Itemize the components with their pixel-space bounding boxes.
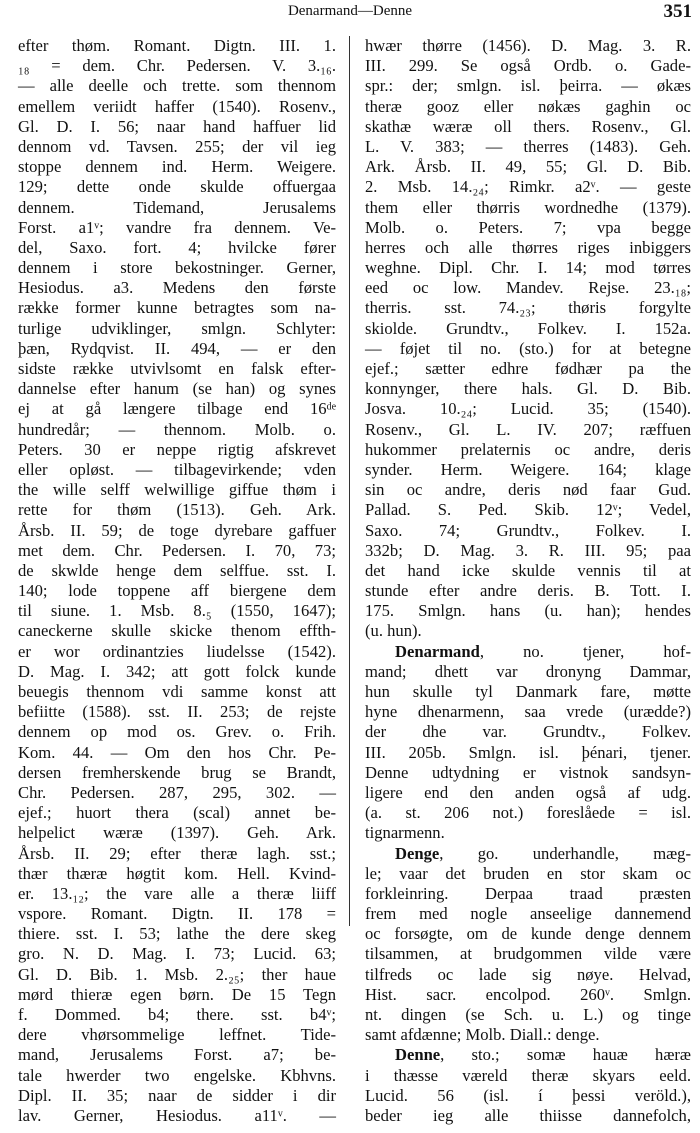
line-text: forkleinring. Derpaa traad præsten [365, 883, 691, 903]
text-line [365, 803, 691, 823]
text-line: mørd thieræ egen børn. De 15 Tegn [18, 984, 336, 1004]
text-line: befiitte (1588). sst. II. 253; de rejste [18, 702, 336, 722]
line-text: skiolde. Grundtv., Folkev. I. 152a. [365, 318, 691, 338]
text-line [365, 541, 691, 561]
text-line [365, 238, 691, 258]
text-line: hundredår; — thennom. Molb. o. [18, 419, 336, 439]
line-text: Saxo. 74; Grundtv., Folkev. I. [365, 520, 691, 540]
text-line: stoppe dennem ind. Herm. Weigere. [18, 157, 336, 177]
text-line: ej at gå længere tilbage end 16ᵈᵉ [18, 399, 336, 419]
text-line [365, 480, 691, 500]
text-line: de skwlde henge dem selffue. sst. I. [18, 560, 336, 580]
text-line [365, 965, 691, 985]
text-line [365, 924, 691, 944]
line-text: — føjet til no. (sto.) for at betegne [365, 338, 691, 358]
line-text: , sto.; somæ hauæ hæræ [440, 1045, 691, 1065]
text-line [365, 722, 691, 742]
line-text: nt. dingen (se Sch. u. L.) og tinge [365, 1005, 691, 1024]
text-line [365, 97, 691, 117]
line-text: der dhe var. Grundtv., Folkev. [365, 722, 691, 742]
text-line: række former kunne betragtes som na- [18, 298, 336, 318]
text-line [365, 420, 691, 440]
text-line [365, 581, 691, 601]
line-text: 175. Smlgn. hans (u. han); hendes [365, 601, 691, 621]
line-text: Molb. o. Peters. 7; vpa begge [365, 217, 691, 237]
text-line: Dipl. II. 35; naar de sidder i dir [18, 1085, 336, 1105]
line-text: Lucid. 56 (isl. í þessi veröld.), [365, 1085, 691, 1105]
line-text: hun skulle tyl Danmark fare, møtte [365, 682, 691, 701]
line-text: tilfreds oc lade sig nøye. Helvad, [365, 964, 691, 984]
text-line: dennom vd. Tavsen. 255; der vil ieg [18, 136, 336, 156]
text-line [365, 944, 691, 964]
line-text: beder ieg alle thiisse dannefolch, [365, 1105, 691, 1125]
text-line: dere vhørsommelige leffnet. Tide- [18, 1025, 336, 1045]
text-line: Forst. a1ᵛ; vandre fra dennem. Ve- [18, 217, 336, 237]
line-text: frem med nogle anseelige dannemend [365, 904, 691, 924]
headword: Denarmand [395, 641, 480, 661]
text-line [365, 399, 691, 419]
text-line: beuegis thennom vdi samme konst att [18, 682, 336, 701]
text-line: helpelict wæræ (1397). Geh. Ark. [18, 823, 336, 843]
entry-start-line [365, 642, 691, 662]
text-line [365, 601, 691, 621]
text-line [365, 379, 691, 399]
text-line [365, 76, 691, 96]
text-line [365, 682, 691, 702]
right-column [365, 36, 691, 1126]
text-line [365, 56, 691, 76]
text-line: Kom. 44. — Om den hos Chr. Pe- [18, 742, 336, 762]
text-line [365, 440, 691, 460]
running-head: Denarmand—Denne [287, 3, 413, 19]
text-line [365, 198, 691, 218]
text-line: caneckerne skulle skicke thenom effth- [18, 621, 336, 641]
text-line [365, 36, 691, 56]
text-line [365, 561, 691, 581]
line-text: III. 299. Se også Ordb. o. Gade- [365, 56, 691, 76]
text-line: gro. N. D. Mag. I. 73; Lucid. 63; [18, 944, 336, 964]
line-text: synder. Herm. Weigere. 164; klage [365, 459, 691, 479]
entry-start-line [365, 844, 691, 864]
line-text: weghne. Dipl. Chr. I. 14; mod tørres [365, 258, 691, 278]
line-text: hyne dhenarmenn, saa vrede (urædde?) [365, 702, 691, 722]
line-text: Denne udtydning er vistnok sandsyn- [365, 762, 691, 782]
line-text: Pallad. S. Ped. Skib. 12ᵛ; Vedel, [365, 500, 691, 520]
line-text: Josva. 10.₂₄; Lucid. 35; (1540). [365, 399, 691, 419]
text-line: del, Saxo. fort. 4; hvilcke fører [18, 237, 336, 257]
text-line: dersen fremherskende brug se Brandt, [18, 762, 336, 782]
text-line [365, 763, 691, 783]
text-line: emellem veriidt haffer (1540). Rosenv., [18, 96, 336, 116]
text-line [365, 1025, 691, 1045]
line-text: det hand icke skulde vennis til at [365, 560, 691, 580]
text-line: rette for thøm (1513). Geh. Ark. [18, 500, 336, 520]
line-text: skathæ wæræ oll thers. Rosenv., Gl. [365, 116, 691, 136]
text-line [365, 521, 691, 541]
text-line: 140; lode toppene aff biergene dem [18, 581, 336, 601]
line-text: L. V. 383; — therres (1483). Geh. [365, 136, 691, 156]
line-text: konnynger, there hals. Gl. D. Bib. [365, 379, 691, 399]
text-line: er. 13.₁₂; the vare alle a theræ liiff [18, 883, 336, 903]
text-line: efter thøm. Romant. Digtn. III. 1. [18, 36, 336, 55]
text-line: dennem i store bekostninger. Gerner, [18, 258, 336, 278]
text-line: Årsb. II. 29; efter theræ lagh. sst.; [18, 843, 336, 863]
text-line [365, 258, 691, 278]
text-line: lav. Gerner, Hesiodus. a11ᵛ. — [18, 1105, 336, 1125]
text-line [365, 278, 691, 298]
line-text: herres och alle thørres riges inbiggers [365, 237, 691, 257]
line-text: tignarmenn. [365, 823, 445, 843]
text-line [365, 117, 691, 137]
text-line [365, 823, 691, 843]
headword: Denge [395, 843, 440, 863]
text-line [365, 137, 691, 157]
text-line: Peters. 30 er neppe rigtig afskrevet [18, 439, 336, 459]
line-text: III. 205b. Smlgn. isl. þénari, tjener. [365, 742, 691, 762]
text-line [365, 662, 691, 682]
text-line [365, 157, 691, 177]
text-line: Gl. D. I. 56; naar hand haffuer lid [18, 116, 336, 136]
text-line: dannelse efter hanum (se han) og synes [18, 379, 336, 399]
text-line: tale hwerder two engelske. Kbhvns. [18, 1065, 336, 1085]
page-number: 351 [663, 1, 692, 22]
line-text: (a. st. 206 not.) foreslåede = isl. [365, 803, 691, 823]
text-line: eller opløst. — tilbagevirkende; vden [18, 459, 336, 479]
text-line [365, 1005, 691, 1025]
line-text: ligere end den anden også af udg. [365, 782, 691, 802]
text-line: D. Mag. I. 342; att gott folck kunde [18, 661, 336, 681]
text-line [365, 177, 691, 197]
text-line: 129; dette onde skulde offuergaa [18, 177, 336, 197]
line-text: hwær thørre (1456). D. Mag. 3. R. [365, 36, 691, 55]
text-line: dennem op mod os. Grev. o. Frih. [18, 722, 336, 742]
text-line: vspore. Romant. Digtn. II. 178 = [18, 904, 336, 924]
line-text: 2. Msb. 14.₂₄; Rimkr. a2ᵛ. — geste [365, 177, 691, 197]
text-line: Gl. D. Bib. 1. Msb. 2.₂₅; ther haue [18, 964, 336, 984]
text-line: Hesiodus. a3. Medens den første [18, 278, 336, 298]
text-line: met dem. Chr. Pedersen. I. 70, 73; [18, 540, 336, 560]
text-line [365, 621, 691, 641]
line-text: Hist. sacr. encolpod. 260ᵛ. Smlgn. [365, 984, 691, 1004]
line-text: oc forsøgte, om de kunde denge dennem [365, 924, 691, 944]
text-line [365, 339, 691, 359]
text-line: til siune. 1. Msb. 8.₅ (1550, 1647); [18, 601, 336, 621]
text-line: mand, Jerusalems Forst. a7; be- [18, 1045, 336, 1065]
line-text: them eller thørris wordnedhe (1379). [365, 197, 691, 217]
text-line: thær thæræ høgtit kom. Hell. Kvind- [18, 863, 336, 883]
left-column [18, 36, 336, 1126]
text-line [365, 884, 691, 904]
line-text: le; vaar det bruden en stor skam oc [365, 863, 691, 883]
line-text: tilsammen, at brudgommen vilde være [365, 944, 691, 964]
line-text: sin oc andre, deris nød faar Gud. [365, 480, 691, 500]
text-line: ejef.; huort thera (scal) annet be- [18, 803, 336, 823]
column-rule [349, 36, 350, 926]
text-line [365, 1106, 691, 1126]
text-line [365, 359, 691, 379]
text-line: turlige udviklinger, smlgn. Schlyter: [18, 318, 336, 338]
line-text: mand; dhett var dronyng Dammar, [365, 661, 691, 681]
line-text: Rosenv., Gl. L. IV. 207; ræffuen [365, 419, 691, 439]
line-text: theræ gooz eller nøkæs gaghin oc [365, 96, 691, 116]
text-line: er wor ordinantzies liudelsse (1542). [18, 641, 336, 661]
line-text: Ark. Årsb. II. 49, 55; Gl. D. Bib. [365, 157, 691, 177]
line-text: ejef.; sætter edhre fødhær pa the [365, 359, 691, 378]
headword: Denne [395, 1045, 441, 1065]
text-line: thiere. sst. I. 53; lathe the dere skeg [18, 924, 336, 944]
text-line [365, 985, 691, 1005]
line-text: stunde efter andre deris. B. Tott. I. [365, 581, 691, 601]
text-line [365, 743, 691, 763]
text-line [365, 864, 691, 884]
text-line: the wille selff welwillige giffue thøm i [18, 480, 336, 500]
text-line: — alle deelle och trette. som thennom [18, 76, 336, 96]
text-line [365, 904, 691, 924]
text-line: Årsb. II. 59; de toge dyrebare gaffuer [18, 520, 336, 540]
text-line: þæn, Rydqvist. II. 494, — er den [18, 338, 336, 358]
text-line: ₁₈ = dem. Chr. Pedersen. V. 3.₁₆. [18, 56, 336, 76]
line-text: i thæsse væreld theræ skyars eeld. [365, 1065, 691, 1085]
line-text: 332b; D. Mag. 3. R. III. 95; paa [365, 540, 691, 560]
line-text: samt afdænne; Molb. Diall.: denge. [365, 1025, 600, 1045]
line-text: hukommer prelaternis oc andre, deris [365, 439, 691, 459]
text-line: dennem. Tidemand, Jerusalems [18, 197, 336, 217]
entry-start-line [365, 1045, 691, 1065]
text-line [365, 1086, 691, 1106]
text-line [365, 783, 691, 803]
line-text: spr.: der; smlgn. isl. þeirra. — økæs [365, 76, 691, 96]
text-line [365, 319, 691, 339]
text-line [365, 460, 691, 480]
text-line [365, 218, 691, 238]
line-text: (u. hun). [365, 621, 422, 641]
text-line: f. Dommed. b4; there. sst. b4ᵛ; [18, 1005, 336, 1024]
text-line [365, 702, 691, 722]
line-text: eed oc low. Mandev. Rejse. 23.₁₈; [365, 278, 691, 298]
text-line [365, 500, 691, 520]
line-text: , no. tjener, hof- [479, 641, 691, 661]
line-text: , go. underhandle, mæg- [439, 843, 691, 863]
text-line [365, 1066, 691, 1086]
line-text: therris. sst. 74.₂₃; thøris forgylte [365, 298, 691, 318]
text-line [365, 298, 691, 318]
text-line: sidste række utvivlsomt en falsk efter- [18, 359, 336, 378]
text-line: Chr. Pedersen. 287, 295, 302. — [18, 782, 336, 802]
